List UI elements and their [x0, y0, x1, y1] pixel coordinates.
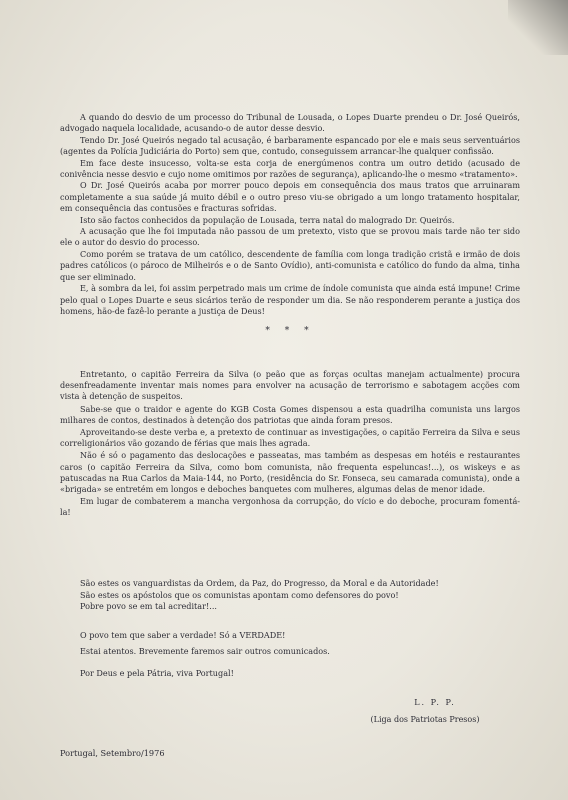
paragraph: Em lugar de combaterem a mancha vergonhosa da corrupção, do vício e do deboche, procuram fomentá-la! — [60, 496, 520, 518]
closing-lines — [80, 578, 520, 613]
paragraph: A quando do desvio de um processo do Tribunal de Lousada, o Lopes Duarte prendeu o Dr. José Queirós, advogado naquela localidade, acusando-o de autor desse desvio. — [60, 112, 520, 134]
folded-corner — [508, 0, 568, 55]
upper-text-block — [60, 112, 520, 352]
truth-block — [80, 630, 520, 657]
paragraph: O Dr. José Queirós acaba por morrer pouco depois em consequência dos maus tratos que arruinaram completamente a sua saúde já muito débil e o outro preso viu-se obrigado a um longo tratamento hospitalar, em consequência das contusões e fracturas sofridas. — [60, 180, 520, 214]
paragraph: E, à sombra da lei, foi assim perpetrado mais um crime de índole comunista que ainda está impune! Crime pelo qual o Lopes Duarte e seus sicários terão de responder um dia. Se não responderem perante a justiça dos homens, hão-de fazê-lo perante a justiça de Deus! — [60, 283, 520, 316]
place-date: Portugal, Setembro/1976 — [60, 748, 165, 758]
attention-line: Estai atentos. Brevemente faremos sair outros comunicados. — [80, 645, 330, 656]
paragraph: Aproveitando-se deste verba e, a pretexto de continuar as investigações, o capitão Ferreira da Silva e seus correligionários vão gozando de férias que mais lhes agrada. — [60, 427, 520, 449]
paragraph: Sabe-se que o traidor e agente do KGB Costa Gomes dispensou a esta quadrilha comunista uns largos milhares de contos, destinados à detenção dos patriotas que ainda foram presos. — [60, 403, 520, 425]
signature-block — [355, 698, 495, 724]
closing-line: São estes os apóstolos que os comunistas apontam como defensores do povo! — [80, 589, 399, 600]
motto — [80, 668, 520, 680]
paragraph: Isto são factos conhecidos da população de Lousada, terra natal do malogrado Dr. Queirós. — [80, 214, 455, 225]
paragraph: Como porém se tratava de um católico, descendente de família com longa tradição cristã e irmão de dois padres católicos (o pároco de Milheirós e o de Santo Ovídio), anti-comunista e católico do fundo da alma, tinha que ser eliminado. — [60, 248, 520, 282]
closing-line: São estes os vanguardistas da Ordem, da Paz, do Progresso, da Moral e da Autoridade! — [80, 578, 439, 588]
paragraph: Não é só o pagamento das deslocações e passeatas, mas também as despesas em hotéis e restaurantes caros (o capitão Ferreira da Silva, como bom comunista, não frequenta espeluncas!...), os wiskeys e as patuscadas na Rua Carlos da Maia-144, no Porto, (residência do Sr. Fonseca, seu camarada comunista), onde a «brigada» se entretém em longos e deboches banquetes com mulheres, algumas delas de menor idade. — [60, 450, 520, 495]
paragraph: Tendo Dr. José Queirós negado tal acusação, é barbaramente espancado por ele e mais seus serventuários (agentes da Polícia Judiciária do Porto) sem que, contudo, conseguissem arrancar-lhe qualquer confissão. — [60, 134, 520, 157]
paragraph: A acusação que lhe foi imputada não passou de um pretexto, visto que se provou mais tarde não ter sido ele o autor do desvio do processo. — [60, 226, 520, 248]
lower-text-block — [60, 369, 520, 520]
section-separator: * * * — [265, 326, 315, 337]
signature-organization: (Liga dos Patriotas Presos) — [370, 715, 480, 724]
paragraph: Entretanto, o capitão Ferreira da Silva (o peão que as forças ocultas manejam actualmente) procura desenfreadamente inventar mais nomes para envolver na acusação de terrorismo e sabotagem acções com vista à detenção de suspeitos. — [60, 369, 520, 402]
closing-line: Pobre povo se em tal acreditar!... — [80, 601, 217, 612]
truth-line: O povo tem que saber a verdade! Só a VERDADE! — [80, 630, 286, 640]
motto-line: Por Deus e pela Pátria, viva Portugal! — [80, 668, 234, 678]
signature-initials: L. P. P. — [414, 698, 456, 707]
paragraph: Em face deste insucesso, volta-se esta corja de energúmenos contra um outro detido (acusado de conivência nesse desvio e cujo nome omitimos por razões de segurança), aplicando-lhe o mesmo «tratamento». — [60, 157, 520, 180]
